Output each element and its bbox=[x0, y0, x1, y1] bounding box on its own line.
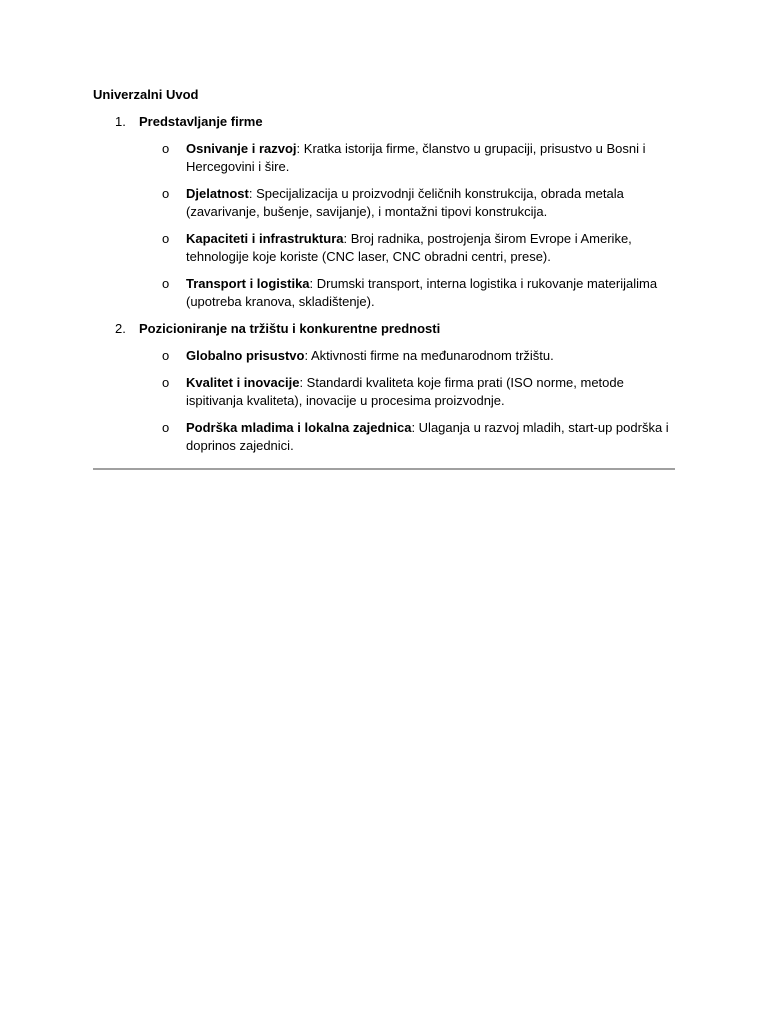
list-item bbox=[93, 347, 675, 365]
bullet-text: : Specijalizacija u proizvodnji čeličnih konstrukcija, obrada metala (zavarivanje, bušenje, savijanje), i montažni tipovi konstrukcija. bbox=[186, 186, 624, 219]
list-item bbox=[93, 374, 675, 410]
bullet-list bbox=[93, 347, 675, 455]
bullet-marker: o bbox=[162, 231, 170, 246]
section-number: 2. bbox=[115, 321, 126, 336]
bullet-term: Kvalitet i inovacije bbox=[186, 375, 300, 390]
horizontal-rule bbox=[93, 468, 675, 470]
section-heading bbox=[93, 320, 675, 338]
bullet-marker: o bbox=[162, 141, 170, 156]
bullet-text: : Drumski transport, interna logistika i rukovanje materijalima (upotreba kranova, skladištenje). bbox=[186, 276, 658, 309]
list-item bbox=[93, 230, 675, 266]
section-heading bbox=[93, 113, 675, 131]
bullet-marker: o bbox=[162, 348, 170, 363]
bullet-term: Globalno prisustvo bbox=[186, 348, 305, 363]
section-1 bbox=[93, 113, 675, 311]
bullet-term: Kapaciteti i infrastruktura bbox=[186, 231, 344, 246]
section-2 bbox=[93, 320, 675, 455]
bullet-marker: o bbox=[162, 420, 170, 435]
bullet-list bbox=[93, 140, 675, 311]
bullet-marker: o bbox=[162, 276, 170, 291]
section-number: 1. bbox=[115, 114, 126, 129]
document-title: Univerzalni Uvod bbox=[93, 87, 199, 102]
list-item bbox=[93, 185, 675, 221]
bullet-marker: o bbox=[162, 186, 170, 201]
list-item bbox=[93, 140, 675, 176]
bullet-text: : Broj radnika, postrojenja širom Evrope i Amerike, tehnologije koje koriste (CNC laser, CNC obradni centri, prese). bbox=[186, 231, 632, 264]
section-title: Predstavljanje firme bbox=[139, 114, 263, 129]
bullet-term: Transport i logistika bbox=[186, 276, 310, 291]
bullet-text: : Standardi kvaliteta koje firma prati (ISO norme, metode ispitivanja kvaliteta), inovacije u procesima proizvodnje. bbox=[186, 375, 624, 408]
bullet-text: : Aktivnosti firme na međunarodnom tržištu. bbox=[304, 348, 554, 363]
section-title: Pozicioniranje na tržištu i konkurentne prednosti bbox=[139, 321, 441, 336]
document-page bbox=[93, 86, 675, 464]
bullet-text: : Kratka istorija firme, članstvo u grupaciji, prisustvo u Bosni i Hercegovini i šire. bbox=[186, 141, 646, 174]
list-item bbox=[93, 275, 675, 311]
list-item bbox=[93, 419, 675, 455]
bullet-term: Podrška mladima i lokalna zajednica bbox=[186, 420, 412, 435]
bullet-marker: o bbox=[162, 375, 170, 390]
bullet-term: Djelatnost bbox=[186, 186, 249, 201]
bullet-text: : Ulaganja u razvoj mladih, start-up podrška i doprinos zajednici. bbox=[186, 420, 669, 453]
bullet-term: Osnivanje i razvoj bbox=[186, 141, 297, 156]
